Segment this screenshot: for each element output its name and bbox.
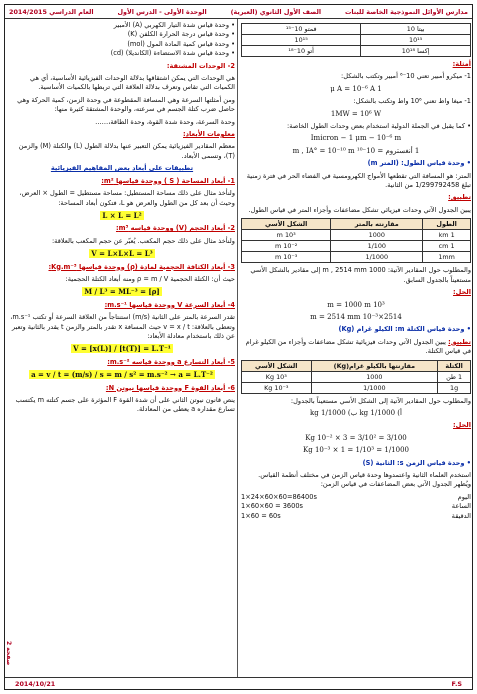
table-cell: 10¹⁵ [361, 35, 471, 46]
force-title: 6- أبعاد القوة F ووحدة قياسها نيوتن N: [105, 383, 235, 392]
table-header: الشكل الأسي [242, 360, 312, 371]
table-header: الطول [423, 219, 471, 230]
solution-1-a: 10³ m = 1000 m [327, 300, 385, 309]
table-cell: بيتا 10 [361, 24, 471, 35]
table-cell: 10³ Kg [242, 371, 312, 382]
time-label: الدقيقة [451, 511, 471, 520]
application-2-text: يبين الجدول الآتي وحدات فيزيائية تشكل مضاعفات وأجزاء من الكيلو غرام في قياس الكتلة. [245, 337, 471, 356]
right-column [241, 21, 471, 675]
derived-units-example: ومن أمثلتها السرعة وهي المسافة المقطوعة في وحدة الزمن، كمية الحركة وهي حاصل ضرب كتلة الجسم في سرعته، والوحدة المشتقة كثيرة منها: [17, 95, 235, 114]
table-cell: 1 طن [438, 371, 471, 382]
header-unit: الوحدة الأولى - الدرس الأول [117, 7, 207, 16]
table-row [242, 24, 471, 35]
speed-formula: V = [x(L)] / [t(T)] = L.T⁻¹ [73, 344, 171, 354]
table-row [242, 382, 471, 393]
table-cell: 10³ m [242, 230, 331, 241]
example-2-formula: 1MW = 10⁶ W [330, 109, 382, 118]
table-cell: فمتو 10⁻¹⁵ [242, 24, 361, 35]
area-formula: L × L = L² [102, 210, 142, 220]
example-3-formula-2: 1 أنغستروم = 10⁻¹⁰ m , IA° = 10⁻¹⁰ m [292, 146, 420, 155]
page-number-tag: صفحة 2 [5, 640, 12, 665]
units-list [9, 21, 235, 59]
solution-1-title: الحل: [452, 288, 471, 297]
length-table [241, 218, 471, 263]
table-row [242, 46, 471, 57]
time-value: 1×24×60×60=86400s [241, 492, 317, 501]
mass-unit-title: • وحدة قياس الكتلة m: الكيلو غرام (Kg) [338, 325, 471, 334]
time-text: استخدم العلماء الثانية واعتمدوها وحدة قياس الزمن في مختلف أنظمة القياس. ويُظهر الجدول الآتي بعض المضاعفات في قياس الزمن: [258, 470, 471, 489]
table-cell: 1 km [423, 230, 471, 241]
acceleration-formula: a = v / t = (m/s) / s = m / s² = m.s⁻² → a = L.T⁻² [31, 370, 213, 380]
footer-initials: F.S [451, 679, 462, 688]
table-cell: أتو 10⁻¹⁸ [242, 46, 361, 57]
time-label: الساعة [451, 502, 471, 511]
table-cell: 10⁻³ m [242, 252, 331, 263]
speed-title: 4- أبعاد السرعة V ووحدة قياسها m.s⁻¹: [104, 300, 235, 309]
solution-2-title: الحل: [452, 421, 471, 430]
table-cell: إكسا 10¹⁸ [361, 46, 471, 57]
table-cell: 1/100 [331, 241, 423, 252]
units-list-item: • وحدة قياس شدة الاستضاءة (الكانديلا) (cd) [110, 49, 235, 58]
footer-date: 2014/10/21 [15, 679, 56, 688]
speed-text: تقدر السرعة بالمتر على الثانية (m/s) استنتاجاً من العلاقة السرعة أو تكتب m.s⁻¹، وتعطى بالعلاقة: v = x / t حيث المسافة x تقدر بالمتر والزمن t يقدر بالثانية وتعبر عن ذلك باستخدام معادلة الأبعاد: [10, 313, 235, 340]
table-header: مقارنتها بالكيلو غرام(Kg) [311, 360, 438, 371]
column-divider [237, 19, 238, 677]
solution-2-a: 3/100 = 3/10² = 3 × 10⁻² Kg [305, 433, 407, 442]
table-row [242, 230, 471, 241]
units-list-item: • وحدة قياس كمية المادة المول (mol) [127, 39, 235, 48]
table-header: مقارنته بالمتر [331, 219, 423, 230]
length-unit-title: • وحدة قياس الطول: (المتر m) [367, 159, 471, 168]
time-unit-title: • وحدة قياس الزمن s: الثانية (S) [362, 458, 471, 467]
dimensions-title: معلومات الأبعاد: [183, 130, 235, 139]
page-footer [5, 677, 472, 689]
table-cell: 1 cm [423, 241, 471, 252]
volume-formula: V = L×L×L = L³ [91, 249, 153, 259]
application-2-title: تطبيق: [448, 337, 471, 346]
dimensions-text: معظم المقادير الفيزيائية يمكن التعبير عنها بدلالة الطول (L) والكتلة (M) والزمن (T)، وتسمى الأبعاد. [18, 142, 235, 160]
table-header-row [242, 219, 471, 230]
list-item [241, 512, 471, 521]
acceleration-title: 5- أبعاد التسارع a ووحدة قياسه m.s⁻²: [107, 357, 235, 366]
table-cell: 10⁻² m [242, 241, 331, 252]
application-1-title: تطبيق: [448, 193, 471, 202]
volume-title: 2- أبعاد الحجم (V) ووحدة قياسه m³: [115, 224, 235, 233]
derived-units-list: وحدة السرعة، وحدة شدة القوة، وحدة الطاقة،…… [95, 117, 235, 126]
area-title: 1- أبعاد المساحة ( S ) ووحدة قياسها m²: [101, 176, 235, 185]
time-label: اليوم [457, 492, 471, 501]
table-cell: 1g [438, 382, 471, 393]
table-row [242, 371, 471, 382]
solution-2-b: 1/1000 = 1/10³ = 1 × 10⁻³ Kg [303, 446, 409, 455]
units-list-item: • وحدة قياس شدة التيار الكهربي (A) الأمبير [113, 21, 235, 29]
page-header [5, 5, 472, 19]
table-cell: 1000 [311, 371, 438, 382]
derived-units-text: هي الوحدات التي يمكن اشتقاقها بدلالة الوحدات الفيزيائية الأساسية، أي هي الكميات التي تقاس وتعرف بدلالة العلاقة التي تربطها بالكميات الأساسية. [30, 74, 235, 92]
example-3-formula-1: Imicron − 1 μm − 10⁻⁶ m [310, 134, 402, 143]
list-item [241, 493, 471, 502]
table-row [242, 252, 471, 263]
volume-text: ولنأخذ مثال على ذلك حجم المكعب. يُعبّر عن حجم المكعب بالعلاقة: [51, 236, 235, 245]
table-header-row [242, 360, 471, 371]
time-value: 1×60×60 = 3600s [241, 502, 303, 511]
table-row [242, 35, 471, 46]
requirement-2-items: أ) 1/1000 kg ب) 1/1000 kg [310, 408, 402, 417]
table-cell: 1000 [331, 230, 423, 241]
time-value: 1×60 = 60s [241, 511, 281, 520]
density-formula: [ρ] = M / L³ = ML⁻³ [84, 287, 160, 297]
mass-table [241, 360, 471, 394]
density-title: 3- أبعاد الكثافة الحجمية لمادة (ρ) ووحدة قياسها Kg.m⁻³: [48, 262, 235, 271]
table-cell: 10⁻³ Kg [242, 382, 312, 393]
applications-title: تطبيقات على أبعاد بعض المفاهيم الفيزيائية [50, 164, 194, 173]
header-school: مدارس الأوائل النموذجية الخاصة للبنات [344, 7, 468, 16]
table-cell: 1mm [423, 252, 471, 263]
left-column [9, 21, 235, 675]
table-header: الكتلة [438, 360, 471, 371]
table-cell: 1/1000 [331, 252, 423, 263]
requirement-1: والمطلوب حول المقادير الآتية: 1000 m , 2514 mm إلى مقادير بالشكل الأسي مستعيناً بالجدول السابق. [250, 266, 471, 284]
length-definition: المتر: هو المسافة التي تقطعها الأمواج الكهرومسية في الفضاء الحر في فترة زمنية تبلغ 1/299792458 من الثانية. [246, 171, 471, 190]
table-cell: 1/1000 [311, 382, 438, 393]
example-1-text: 1- ميكرو أمبير تعني 10⁻⁶ أمبير وتكتب بالشكل: [341, 72, 471, 81]
density-text: حيث أن: الكتلة الحجمية ρ = m / V ومنه أبعاد الكتلة الحجمية: [65, 274, 235, 283]
area-text: ولنأخذ مثال على ذلك مساحة المستطيل: مساحة مستطيل = الطول × العرض، وحيث أن بعد كل من الطول والعرض هو L، فتكون أبعاد المساحة: [19, 189, 235, 207]
header-year: العام الدراسي 2014/2015 [9, 7, 94, 16]
examples-title: أمثلة: [452, 60, 471, 68]
table-row [242, 241, 471, 252]
example-1-formula: 1 μ A = 10⁻⁶ A [330, 84, 382, 93]
time-rows [241, 493, 471, 521]
force-text: ينص قانون نيوتن الثاني على أن شدة القوة F المؤثرة على جسم كتلته m يكتسب تسارع مقداره a يعطى من المعادلة. [15, 396, 235, 414]
requirement-2: والمطلوب حول المقادير الآتية إلى الشكل الأسي مستعيناً بالجدول: [290, 396, 471, 405]
solution-1-b: 2514×10⁻³ m = 2514 mm [310, 312, 402, 321]
table-header: الشكل الأسي [242, 219, 331, 230]
list-item [241, 502, 471, 511]
example-3-text: • كما يقبل في الجملة الدولية استخدام بعض وحدات الطول الخاصة: [286, 122, 471, 131]
units-list-item: • وحدة قياس درجة الحرارة الكلفن (K) [127, 30, 235, 39]
table-cell: 10¹⁵ [242, 35, 361, 46]
worksheet-page [4, 4, 473, 690]
derived-units-title: 2- الوحدات المشتقة: [166, 61, 235, 70]
example-2-text: 1- ميغا واط تعني 10⁶ واط وتكتب بالشكل: [353, 97, 471, 106]
header-class: الصف الأول الثانوي (العبرية) [230, 7, 322, 16]
application-1-text: يبين الجدول الآتي وحدات فيزيائي تشكل مضاعفات وأجزاء المتر في قياس الطول. [248, 205, 471, 214]
prefix-table [241, 23, 471, 57]
